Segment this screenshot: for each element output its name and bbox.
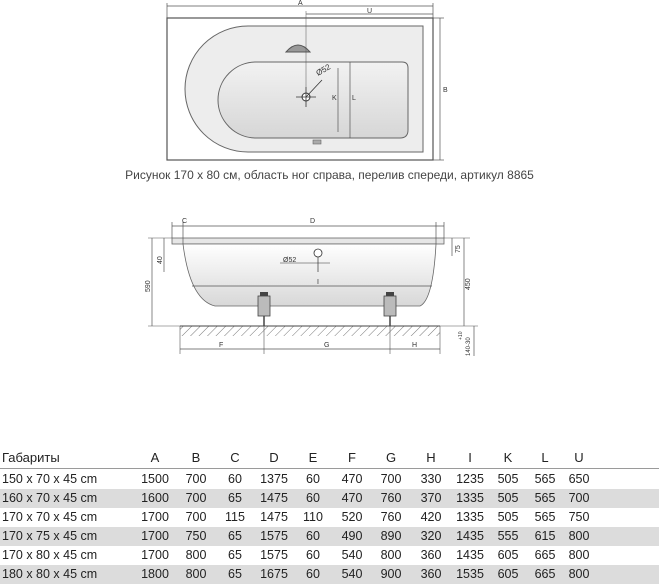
table-cell: 1435: [456, 548, 484, 562]
table-cell: 700: [380, 472, 402, 486]
table-cell: 60: [306, 548, 320, 562]
table-cell: 1600: [141, 491, 169, 505]
tub-body-side: [183, 244, 436, 306]
table-cell: 750: [185, 529, 207, 543]
table-cell: 615: [534, 529, 556, 543]
dim-a-label: A: [298, 0, 303, 7]
table-cell: 1675: [260, 567, 288, 581]
table-cell: 330: [420, 472, 442, 486]
table-cell: 1700: [141, 548, 169, 562]
foot-right: [384, 292, 396, 326]
table-row: [0, 508, 659, 527]
figure-caption: Рисунок 170 x 80 см, область ног справа, перелив спереди, артикул 8865: [125, 168, 534, 182]
table-cell: 700: [185, 491, 207, 505]
table-cell: 65: [228, 548, 242, 562]
table-cell: 1335: [456, 491, 484, 505]
table-cell: 1335: [456, 510, 484, 524]
table-cell: 1475: [260, 510, 288, 524]
table-cell: 490: [341, 529, 363, 543]
table-cell: 1375: [260, 472, 288, 486]
table-cell: 60: [306, 529, 320, 543]
table-cell: 890: [380, 529, 402, 543]
column-header: F: [348, 450, 356, 465]
table-cell: 540: [341, 567, 363, 581]
table-cell: 110: [303, 510, 323, 524]
table-cell: 1235: [456, 472, 484, 486]
table-cell: 1575: [260, 548, 288, 562]
dim-u-label: U: [367, 8, 373, 15]
column-header: B: [191, 450, 201, 465]
column-header: G: [385, 450, 397, 465]
table-cell: 170 x 70 x 45 cm: [2, 510, 98, 524]
dim-g-label: G: [324, 342, 330, 349]
table-row: [0, 527, 659, 546]
table-cell: 1475: [260, 491, 288, 505]
table-cell: 565: [534, 510, 556, 524]
table-cell: 650: [568, 472, 590, 486]
table-cell: 370: [420, 491, 442, 505]
top-view: [167, 0, 448, 160]
column-header: I: [468, 450, 472, 465]
dim-75-label: 75: [455, 245, 462, 253]
table-cell: 700: [568, 491, 590, 505]
table-cell: 1700: [141, 529, 169, 543]
column-header: U: [574, 450, 584, 465]
column-header: E: [308, 450, 318, 465]
table-cell: 700: [185, 510, 207, 524]
table-cell: 520: [341, 510, 363, 524]
table-cell: 115: [225, 510, 245, 524]
table-cell: 505: [497, 510, 519, 524]
table-cell: 360: [420, 567, 442, 581]
table-cell: 605: [497, 548, 519, 562]
table-cell: 470: [341, 491, 363, 505]
table-cell: 605: [497, 567, 519, 581]
table-cell: 1800: [141, 567, 169, 581]
tub-rim-side: [172, 238, 444, 244]
table-cell: 170 x 75 x 45 cm: [2, 529, 98, 543]
side-view: [145, 218, 478, 356]
dim-10-label: +10: [458, 331, 464, 340]
table-cell: 1435: [456, 529, 484, 543]
table-header-row: [0, 448, 659, 467]
dim-140-label: 140-30: [466, 337, 472, 356]
table-cell: 800: [568, 567, 590, 581]
column-header: Габариты: [2, 450, 60, 465]
table-cell: 65: [228, 567, 242, 581]
table-cell: 420: [420, 510, 442, 524]
dim-i-label: I: [317, 279, 319, 286]
table-cell: 555: [497, 529, 519, 543]
table-row: [0, 489, 659, 508]
dim-l-label: L: [352, 95, 356, 102]
table-cell: 60: [306, 491, 320, 505]
table-cell: 160 x 70 x 45 cm: [2, 491, 98, 505]
table-cell: 1500: [141, 472, 169, 486]
table-cell: 60: [306, 567, 320, 581]
dia-side-label: Ø52: [283, 257, 297, 264]
tub-basin-top: [218, 62, 408, 138]
table-cell: 665: [534, 548, 556, 562]
table-cell: 760: [380, 491, 402, 505]
table-cell: 760: [380, 510, 402, 524]
dim-f-label: F: [219, 342, 224, 349]
table-cell: 60: [306, 472, 320, 486]
table-row: [0, 565, 659, 584]
table-cell: 505: [497, 491, 519, 505]
table-cell: 60: [228, 472, 242, 486]
dim-c-label: C: [182, 218, 188, 225]
dim-40-label: 40: [157, 256, 164, 264]
table-row: [0, 546, 659, 565]
overflow-side: [314, 249, 322, 257]
column-header: K: [503, 450, 513, 465]
table-cell: 800: [185, 548, 207, 562]
dim-590-label: 590: [145, 280, 152, 292]
dim-b-label: B: [443, 87, 448, 94]
dim-h-label: H: [412, 342, 418, 349]
column-header: A: [150, 450, 160, 465]
table-cell: 505: [497, 472, 519, 486]
table-row: [0, 470, 659, 489]
table-cell: 180 x 80 x 45 cm: [2, 567, 98, 581]
table-cell: 470: [341, 472, 363, 486]
table-cell: 800: [185, 567, 207, 581]
table-cell: 900: [380, 567, 402, 581]
table-cell: 565: [534, 472, 556, 486]
table-cell: 65: [228, 529, 242, 543]
table-cell: 800: [568, 548, 590, 562]
table-cell: 65: [228, 491, 242, 505]
table-cell: 1700: [141, 510, 169, 524]
table-cell: 665: [534, 567, 556, 581]
floor-hatch: [180, 326, 440, 336]
dim-k-label: K: [332, 95, 337, 102]
column-header: H: [426, 450, 436, 465]
table-cell: 540: [341, 548, 363, 562]
table-cell: 360: [420, 548, 442, 562]
column-header: D: [269, 450, 279, 465]
table-cell: 1535: [456, 567, 484, 581]
table-cell: 800: [568, 529, 590, 543]
column-header: L: [541, 450, 549, 465]
table-cell: 800: [380, 548, 402, 562]
table-cell: 150 x 70 x 45 cm: [2, 472, 98, 486]
dim-450-label: 450: [465, 278, 472, 290]
dia-top-label: Ø52: [314, 62, 333, 78]
dim-d-label: D: [310, 218, 316, 225]
table-cell: 1575: [260, 529, 288, 543]
table-cell: 700: [185, 472, 207, 486]
table-cell: 320: [420, 529, 442, 543]
table-cell: 750: [568, 510, 590, 524]
column-header: C: [230, 450, 240, 465]
table-cell: 170 x 80 x 45 cm: [2, 548, 98, 562]
table-cell: 565: [534, 491, 556, 505]
foot-left: [258, 292, 270, 326]
